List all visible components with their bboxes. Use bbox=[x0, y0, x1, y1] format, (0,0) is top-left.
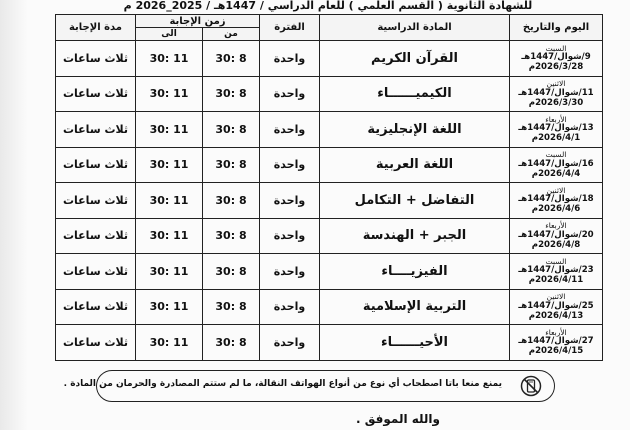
col-header-time: زمن الإجابة bbox=[136, 15, 260, 28]
subject-cell: التربية الإسلامية bbox=[320, 289, 510, 325]
schedule-rows bbox=[56, 41, 603, 361]
time-from-cell: 8 :30 bbox=[203, 289, 260, 325]
duration-cell: ثلاث ساعات bbox=[56, 183, 136, 219]
hijri-date: 13/شوال/1447هـ bbox=[518, 123, 594, 134]
duration-cell: ثلاث ساعات bbox=[56, 147, 136, 183]
subject-cell: اللغة الإنجليزية bbox=[320, 112, 510, 148]
time-to-cell: 11 :30 bbox=[136, 112, 203, 148]
gregorian-date: 2026/3/28م bbox=[528, 62, 584, 73]
day-name: الاثنين bbox=[546, 292, 566, 302]
day-date-cell bbox=[510, 76, 603, 112]
duration-cell: ثلاث ساعات bbox=[56, 112, 136, 148]
page-edge-shadow bbox=[0, 0, 28, 430]
time-to-cell: 11 :30 bbox=[136, 254, 203, 290]
subject-cell: الفيزيــــاء bbox=[320, 254, 510, 290]
duration-cell: ثلاث ساعات bbox=[56, 325, 136, 361]
duration-cell: ثلاث ساعات bbox=[56, 289, 136, 325]
hijri-date: 9/شوال/1447هـ bbox=[521, 52, 591, 63]
day-name: السبت bbox=[545, 43, 567, 53]
gregorian-date: 2026/4/13م bbox=[528, 310, 584, 321]
col-header-time-from: من bbox=[203, 28, 260, 41]
time-to-cell: 11 :30 bbox=[136, 325, 203, 361]
duration-cell: ثلاث ساعات bbox=[56, 76, 136, 112]
table-row bbox=[56, 218, 603, 254]
time-from-cell: 8 :30 bbox=[203, 147, 260, 183]
day-date-cell bbox=[510, 41, 603, 77]
period-cell: واحدة bbox=[260, 147, 320, 183]
hijri-date: 18/شوال/1447هـ bbox=[518, 194, 594, 205]
day-date-cell bbox=[510, 289, 603, 325]
col-header-duration: مدة الإجابة bbox=[56, 15, 136, 41]
day-date-cell bbox=[510, 112, 603, 148]
period-cell: واحدة bbox=[260, 254, 320, 290]
gregorian-date: 2026/4/8م bbox=[531, 239, 581, 250]
exam-schedule-table bbox=[55, 14, 603, 361]
table-row bbox=[56, 76, 603, 112]
hijri-date: 16/شوال/1447هـ bbox=[518, 158, 594, 169]
gregorian-date: 2026/4/11م bbox=[528, 275, 584, 286]
table-row bbox=[56, 289, 603, 325]
no-phone-icon bbox=[520, 375, 542, 397]
time-to-cell: 11 :30 bbox=[136, 289, 203, 325]
subject-cell: الكيميــــــاء bbox=[320, 76, 510, 112]
day-date-cell bbox=[510, 325, 603, 361]
gregorian-date: 2026/4/4م bbox=[531, 168, 581, 179]
col-header-day-date: اليوم والتاريخ bbox=[510, 15, 603, 41]
col-header-period: الفترة bbox=[260, 15, 320, 41]
time-from-cell: 8 :30 bbox=[203, 183, 260, 219]
hijri-date: 23/شوال/1447هـ bbox=[518, 265, 594, 276]
table-row bbox=[56, 41, 603, 77]
day-name: الأربعاء bbox=[545, 327, 567, 337]
day-name: الأربعاء bbox=[545, 221, 567, 231]
subject-cell: التفاضل + التكامل bbox=[320, 183, 510, 219]
period-cell: واحدة bbox=[260, 76, 320, 112]
day-date-cell bbox=[510, 254, 603, 290]
table-row bbox=[56, 112, 603, 148]
subject-cell: القرآن الكريم bbox=[320, 41, 510, 77]
hijri-date: 20/شوال/1447هـ bbox=[518, 229, 594, 240]
day-name: السبت bbox=[545, 150, 567, 160]
time-to-cell: 11 :30 bbox=[136, 41, 203, 77]
period-cell: واحدة bbox=[260, 112, 320, 148]
closing-line: والله الموفق . bbox=[355, 412, 440, 426]
hijri-date: 11/شوال/1447هـ bbox=[518, 87, 594, 98]
time-to-cell: 11 :30 bbox=[136, 183, 203, 219]
col-header-subject: المادة الدراسية bbox=[320, 15, 510, 41]
time-from-cell: 8 :30 bbox=[203, 218, 260, 254]
table-row bbox=[56, 183, 603, 219]
time-from-cell: 8 :30 bbox=[203, 254, 260, 290]
table-row bbox=[56, 325, 603, 361]
duration-cell: ثلاث ساعات bbox=[56, 254, 136, 290]
period-cell: واحدة bbox=[260, 183, 320, 219]
time-to-cell: 11 :30 bbox=[136, 147, 203, 183]
gregorian-date: 2026/4/1م bbox=[531, 133, 581, 144]
day-name: الأربعاء bbox=[545, 114, 567, 124]
period-cell: واحدة bbox=[260, 325, 320, 361]
day-date-cell bbox=[510, 218, 603, 254]
subject-cell: الجبر + الهندسة bbox=[320, 218, 510, 254]
period-cell: واحدة bbox=[260, 289, 320, 325]
subject-cell: اللغة العربية bbox=[320, 147, 510, 183]
table-row bbox=[56, 147, 603, 183]
duration-cell: ثلاث ساعات bbox=[56, 218, 136, 254]
day-name: الاثنين bbox=[546, 79, 566, 89]
day-date-cell bbox=[510, 147, 603, 183]
notice-text: يمنع منعا باتا اصطحاب أي نوع من أنواع الهواتف النقالة، ما لم ستتم المصادرة والحرمان من المادة . bbox=[63, 379, 502, 389]
period-cell: واحدة bbox=[260, 41, 320, 77]
time-from-cell: 8 :30 bbox=[203, 76, 260, 112]
time-from-cell: 8 :30 bbox=[203, 41, 260, 77]
table-row bbox=[56, 254, 603, 290]
day-name: السبت bbox=[545, 256, 567, 266]
gregorian-date: 2026/3/30م bbox=[528, 97, 584, 108]
hijri-date: 27/شوال/1447هـ bbox=[518, 336, 594, 347]
period-cell: واحدة bbox=[260, 218, 320, 254]
duration-cell: ثلاث ساعات bbox=[56, 41, 136, 77]
time-from-cell: 8 :30 bbox=[203, 112, 260, 148]
col-header-time-to: الى bbox=[136, 28, 203, 41]
day-name: الاثنين bbox=[546, 185, 566, 195]
day-date-cell bbox=[510, 183, 603, 219]
phone-ban-notice bbox=[63, 370, 555, 402]
subject-cell: الأحيــــــاء bbox=[320, 325, 510, 361]
time-to-cell: 11 :30 bbox=[136, 76, 203, 112]
document-heading: للشهادة الثانوية ( القسم العلمي ) للعام الدراسي / 1447هـ / 2025_2026 م bbox=[123, 0, 533, 12]
hijri-date: 25/شوال/1447هـ bbox=[518, 300, 594, 311]
gregorian-date: 2026/4/6م bbox=[531, 204, 581, 215]
time-from-cell: 8 :30 bbox=[203, 325, 260, 361]
gregorian-date: 2026/4/15م bbox=[528, 346, 584, 357]
time-to-cell: 11 :30 bbox=[136, 218, 203, 254]
